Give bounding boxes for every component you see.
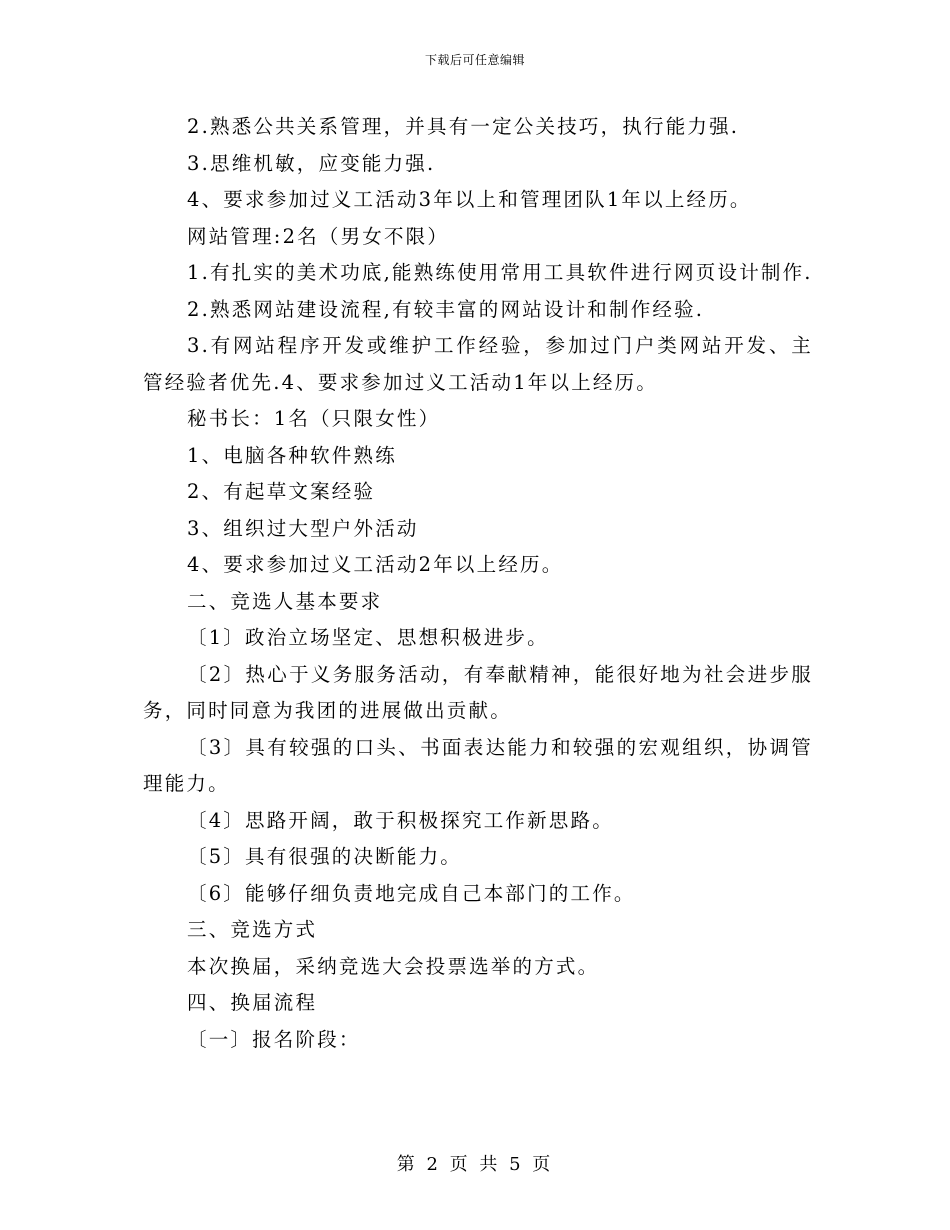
section-heading-election-method: 三、竞选方式 xyxy=(187,918,318,941)
document-body xyxy=(143,109,813,1058)
paragraph-drafting-experience: 2、有起草文案经验 xyxy=(187,480,376,503)
paragraph-quick-thinking: 3.思维机敏，应变能力强. xyxy=(187,151,436,175)
paragraph-requirement-5: 〔5〕具有很强的决断能力。 xyxy=(187,845,463,868)
paragraph-volunteer-3-years: 4、要求参加过义工活动3年以上和管理团队1年以上经历。 xyxy=(187,188,752,211)
paragraph-computer-software: 1、电脑各种软件熟练 xyxy=(187,443,397,467)
page-header: 下载后可任意编辑 xyxy=(424,53,525,67)
paragraph-requirement-1: 〔1〕政治立场坚定、思想积极进步。 xyxy=(187,626,549,649)
paragraph-election-method: 本次换届，采纳竞选大会投票选举的方式。 xyxy=(187,954,600,978)
section-heading-candidate-requirements: 二、竞选人基本要求 xyxy=(187,589,383,613)
paragraph-volunteer-2-years: 4、要求参加过义工活动2年以上经历。 xyxy=(187,553,564,576)
paragraph-requirement-6: 〔6〕能够仔细负责地完成自己本部门的工作。 xyxy=(187,881,636,905)
paragraph-program-development: 3.有网站程序开发或维护工作经验，参加过门户类网站开发、主管经验者优先.4、要求参加过义工活动1年以上经历。 xyxy=(143,334,813,394)
paragraph-requirement-3: 〔3〕具有较强的口头、书面表达能力和较强的宏观组织，协调管理能力。 xyxy=(143,735,813,795)
paragraph-website-manager-heading: 网站管理:2名（男女不限） xyxy=(187,224,450,248)
paragraph-website-construction: 2.熟悉网站建设流程,有较丰富的网站设计和制作经验. xyxy=(187,297,705,321)
paragraph-registration-stage: 〔一〕报名阶段： xyxy=(187,1027,361,1051)
page-number: 第 2 页 共 5 页 xyxy=(396,1154,554,1175)
paragraph-outdoor-activities: 3、组织过大型户外活动 xyxy=(187,516,419,540)
paragraph-public-relations: 2.熟悉公共关系管理，并具有一定公关技巧，执行能力强. xyxy=(187,115,740,138)
paragraph-art-skills: 1.有扎实的美术功底,能熟练使用常用工具软件进行网页设计制作. xyxy=(187,261,813,284)
paragraph-requirement-2: 〔2〕热心于义务服务活动，有奉献精神，能很好地为社会进步服务，同时同意为我团的进展做出贡献。 xyxy=(143,662,813,722)
paragraph-secretary-general-heading: 秘书长：1名（只限女性） xyxy=(187,407,441,430)
paragraph-requirement-4: 〔4〕思路开阔，敢于积极探究工作新思路。 xyxy=(187,808,614,832)
section-heading-transition-process: 四、换届流程 xyxy=(187,991,318,1014)
